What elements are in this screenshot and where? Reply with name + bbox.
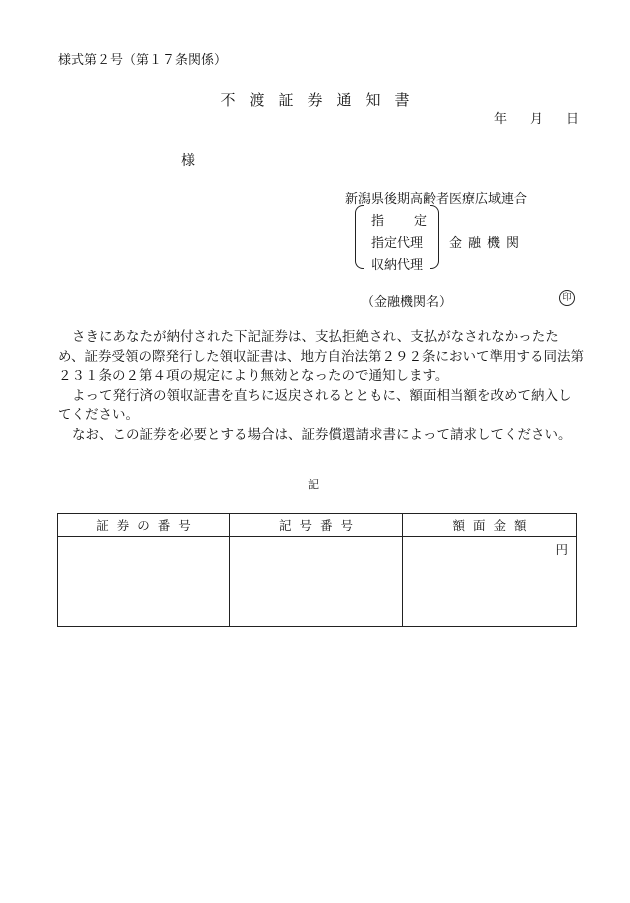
bank-name-label: （金融機関名） <box>361 295 453 310</box>
bank-label: 金融機関 <box>449 236 526 251</box>
ki-label: 記 <box>308 478 319 491</box>
left-bracket <box>355 205 364 269</box>
body-paragraph: さきにあなたが納付された下記証券は、支払拒絶され、支払がなされなかったため、証券受領の際発行した領収証書は、地方自治法第２９２条において準用する同法第２３１条の２第４項の規定により無効となったので通知します。 <box>58 329 584 384</box>
securities-table <box>57 513 577 627</box>
seal-mark: 印 <box>559 290 575 306</box>
date-day: 日 <box>566 112 580 127</box>
body-paragraph: よって発行済の領収証書を直ちに返戻されるとともに、額面相当額を改めて納入してください。 <box>58 387 572 423</box>
document-title: 不渡証券通知書 <box>220 91 424 109</box>
notice-body <box>58 328 584 445</box>
currency-unit: 円 <box>555 542 568 557</box>
header-code-number: 記号番号 <box>230 514 403 537</box>
cell-code-number <box>230 537 403 627</box>
role-designated: 指定 <box>371 214 427 229</box>
addressee-suffix: 様 <box>181 153 195 169</box>
right-bracket <box>430 205 439 269</box>
form-number: 様式第２号（第１７条関係） <box>58 53 228 68</box>
role-bracket-group <box>355 203 439 273</box>
body-paragraph: なお、この証券を必要とする場合は、証券償還請求書によって請求してください。 <box>72 426 572 443</box>
date-line <box>494 108 579 127</box>
role-designated-agent: 指定代理 <box>371 236 424 251</box>
table-header-row <box>58 514 577 537</box>
cell-security-number <box>58 537 230 627</box>
role-receiving-agent: 収納代理 <box>371 258 424 273</box>
header-face-value: 額面金額 <box>403 514 577 537</box>
date-month: 月 <box>530 112 544 127</box>
table-row <box>58 537 577 627</box>
cell-face-value <box>403 537 577 627</box>
issuer-name: 新潟県後期高齢者医療広域連合 <box>345 192 528 207</box>
date-year: 年 <box>494 112 508 127</box>
header-security-number: 証券の番号 <box>58 514 230 537</box>
